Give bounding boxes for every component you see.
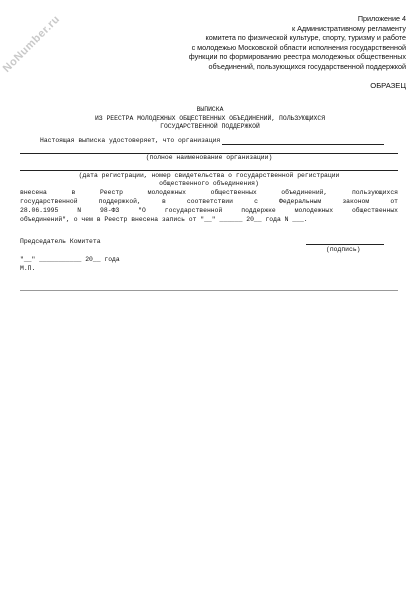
organization-name-caption: (полное наименование организации) bbox=[145, 154, 273, 161]
date-line: "__" ___________ 20__ года bbox=[20, 256, 120, 263]
title-line: ВЫПИСКА bbox=[196, 106, 224, 113]
document-title bbox=[20, 106, 400, 132]
sample-label: ОБРАЗЕЦ bbox=[370, 81, 406, 90]
paragraph-line: объединений", о чем в Реестр внесена запись от "__" ______ 20__ года N ___. bbox=[20, 216, 308, 223]
annex-line: комитета по физической культуре, спорту, туризму и работе bbox=[205, 33, 406, 43]
annex-line: с молодежью Московской области исполнения государственной bbox=[191, 42, 406, 52]
chairman-label: Председатель Комитета bbox=[20, 238, 101, 245]
registration-blank bbox=[20, 170, 398, 171]
registration-caption: (дата регистрации, номер свидетельства о государственной регистрации bbox=[78, 172, 340, 179]
annex-header bbox=[106, 14, 406, 72]
signature-blank bbox=[306, 244, 384, 245]
title-line: ГОСУДАРСТВЕННОЙ ПОДДЕРЖКОЙ bbox=[160, 123, 260, 131]
bottom-divider bbox=[20, 290, 398, 291]
paragraph-line: внесена в Реестр молодежных общественных объединений, пользующихся bbox=[20, 189, 398, 196]
certify-text: Настоящая выписка удостоверяет, что организация bbox=[40, 137, 221, 144]
title-line: ИЗ РЕЕСТРА МОЛОДЕЖНЫХ ОБЩЕСТВЕННЫХ ОБЪЕДИНЕНИЙ, ПОЛЬЗУЮЩИХСЯ bbox=[94, 114, 326, 122]
registration-caption: общественного объединения) bbox=[159, 180, 259, 187]
annex-line: Приложение 4 bbox=[357, 14, 406, 23]
annex-line: к Административному регламенту bbox=[291, 23, 406, 33]
organization-blank bbox=[222, 144, 384, 145]
annex-line: функции по формированию реестра молодежных общественных bbox=[188, 52, 406, 62]
signature-caption: (подпись) bbox=[326, 246, 361, 253]
stamp-label: М.П. bbox=[20, 265, 36, 272]
paragraph-line: 28.06.1995 N 98-ФЗ "О государственной поддержке молодежных общественных bbox=[20, 207, 398, 214]
watermark: NoNumber.ru bbox=[0, 13, 63, 75]
paragraph-line: государственной поддержкой, в соответствии с Федеральным законом от bbox=[20, 198, 398, 205]
annex-line: объединений, пользующихся государственной поддержкой bbox=[208, 61, 406, 71]
